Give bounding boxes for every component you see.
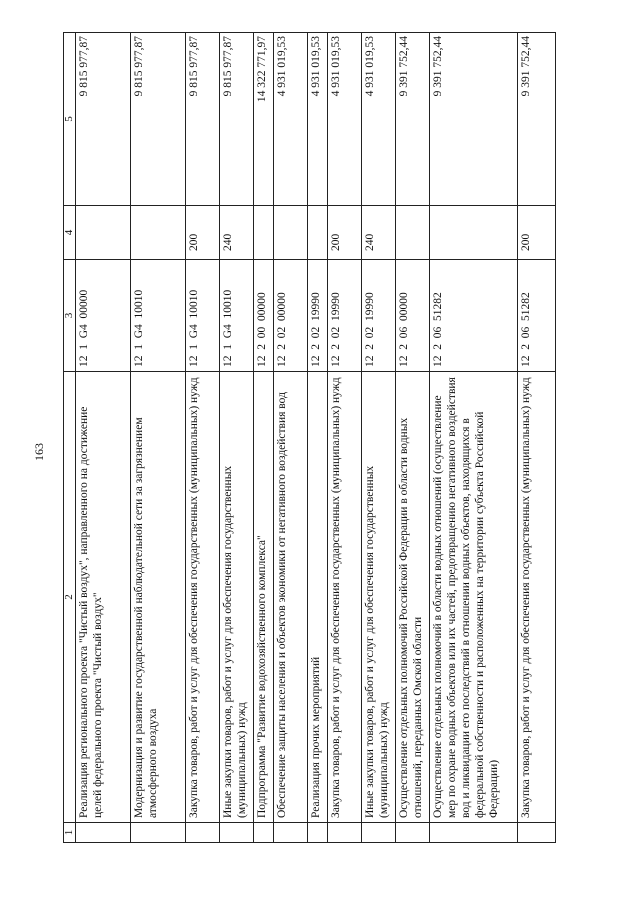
amount-cell: 9 391 752,44 [396, 33, 430, 206]
amount-cell: 4 931 019,53 [274, 33, 308, 206]
table-row [274, 33, 308, 843]
rotated-page [63, 33, 618, 843]
table-row [430, 33, 518, 843]
table-row [518, 33, 556, 843]
amount-cell: 9 391 752,44 [430, 33, 518, 206]
header-col-2: 2 [64, 372, 76, 823]
expense-name-cell: Закупка товаров, работ и услуг для обеспечения государственных (муниципальных) нужд [328, 372, 362, 823]
row-number-cell [396, 823, 430, 843]
amount-cell: 9 815 977,87 [220, 33, 254, 206]
target-code-cell: 12 2 02 00000 [274, 260, 308, 372]
expense-type-cell [308, 206, 328, 260]
target-code-cell: 12 2 00 00000 [254, 260, 274, 372]
row-number-cell [518, 823, 556, 843]
expense-name-cell: Иные закупки товаров, работ и услуг для обеспечения государственных (муниципальных) нужд [220, 372, 254, 823]
target-code-cell: 12 2 06 51282 [430, 260, 518, 372]
amount-cell: 14 322 771,97 [254, 33, 274, 206]
target-code-cell: 12 2 02 19990 [308, 260, 328, 372]
expense-name-cell: Реализация регионального проекта "Чистый воздух", направленного на достижение целей федерального проекта "Чистый воздух" [76, 372, 131, 823]
expense-type-cell [254, 206, 274, 260]
table-row [308, 33, 328, 843]
expense-name-cell: Подпрограмма "Развитие водохозяйственного комплекса" [254, 372, 274, 823]
table-row [362, 33, 396, 843]
target-code-cell: 12 2 06 51282 [518, 260, 556, 372]
row-number-cell [220, 823, 254, 843]
target-code-cell: 12 1 G4 10010 [220, 260, 254, 372]
expense-type-cell: 240 [362, 206, 396, 260]
row-number-cell [362, 823, 396, 843]
expense-name-cell: Модернизация и развитие государственной наблюдательной сети за загрязнением атмосферного воздуха [131, 372, 186, 823]
expense-name-cell: Осуществление отдельных полномочий в области водных отношений (осуществление мер по охране водных объектов или их частей, предотвращению негативного воздействия вод и ликвидации его последствий в отношении водных объектов, находящихся в федеральной собственности и расположенных на территории субъекта Российской Федерации) [430, 372, 518, 823]
budget-table [63, 32, 556, 843]
expense-type-cell: 200 [186, 206, 220, 260]
header-col-5: 5 [64, 33, 76, 206]
expense-type-cell: 240 [220, 206, 254, 260]
header-row [64, 33, 76, 843]
amount-cell: 4 931 019,53 [308, 33, 328, 206]
expense-name-cell: Иные закупки товаров, работ и услуг для обеспечения государственных (муниципальных) нужд [362, 372, 396, 823]
row-number-cell [430, 823, 518, 843]
table-row [76, 33, 131, 843]
target-code-cell: 12 2 06 00000 [396, 260, 430, 372]
table-row [254, 33, 274, 843]
amount-cell: 9 391 752,44 [518, 33, 556, 206]
amount-cell: 4 931 019,53 [362, 33, 396, 206]
expense-name-cell: Закупка товаров, работ и услуг для обеспечения государственных (муниципальных) нужд [186, 372, 220, 823]
table-row [131, 33, 186, 843]
expense-type-cell: 200 [518, 206, 556, 260]
expense-type-cell: 200 [328, 206, 362, 260]
expense-name-cell: Закупка товаров, работ и услуг для обеспечения государственных (муниципальных) нужд [518, 372, 556, 823]
table-row [396, 33, 430, 843]
expense-type-cell [274, 206, 308, 260]
row-number-cell [131, 823, 186, 843]
expense-name-cell: Реализация прочих мероприятий [308, 372, 328, 823]
table-row [220, 33, 254, 843]
target-code-cell: 12 2 02 19990 [362, 260, 396, 372]
expense-type-cell [131, 206, 186, 260]
page-number: 163 [32, 443, 46, 461]
row-number-cell [308, 823, 328, 843]
row-number-cell [274, 823, 308, 843]
amount-cell: 4 931 019,53 [328, 33, 362, 206]
amount-cell: 9 815 977,87 [186, 33, 220, 206]
expense-name-cell: Обеспечение защиты населения и объектов экономики от негативного воздействия вод [274, 372, 308, 823]
row-number-cell [328, 823, 362, 843]
table-row [328, 33, 362, 843]
amount-cell: 9 815 977,87 [76, 33, 131, 206]
header-col-4: 4 [64, 206, 76, 260]
expense-type-cell [76, 206, 131, 260]
expense-name-cell: Осуществление отдельных полномочий Российской Федерации в области водных отношений, переданных Омской области [396, 372, 430, 823]
amount-cell: 9 815 977,87 [131, 33, 186, 206]
header-col-1: 1 [64, 823, 76, 843]
row-number-cell [254, 823, 274, 843]
table-body [76, 33, 556, 843]
target-code-cell: 12 1 G4 00000 [76, 260, 131, 372]
target-code-cell: 12 2 02 19990 [328, 260, 362, 372]
row-number-cell [76, 823, 131, 843]
expense-type-cell [430, 206, 518, 260]
expense-type-cell [396, 206, 430, 260]
row-number-cell [186, 823, 220, 843]
target-code-cell: 12 1 G4 10010 [131, 260, 186, 372]
target-code-cell: 12 1 G4 10010 [186, 260, 220, 372]
table-row [186, 33, 220, 843]
header-col-3: 3 [64, 260, 76, 372]
